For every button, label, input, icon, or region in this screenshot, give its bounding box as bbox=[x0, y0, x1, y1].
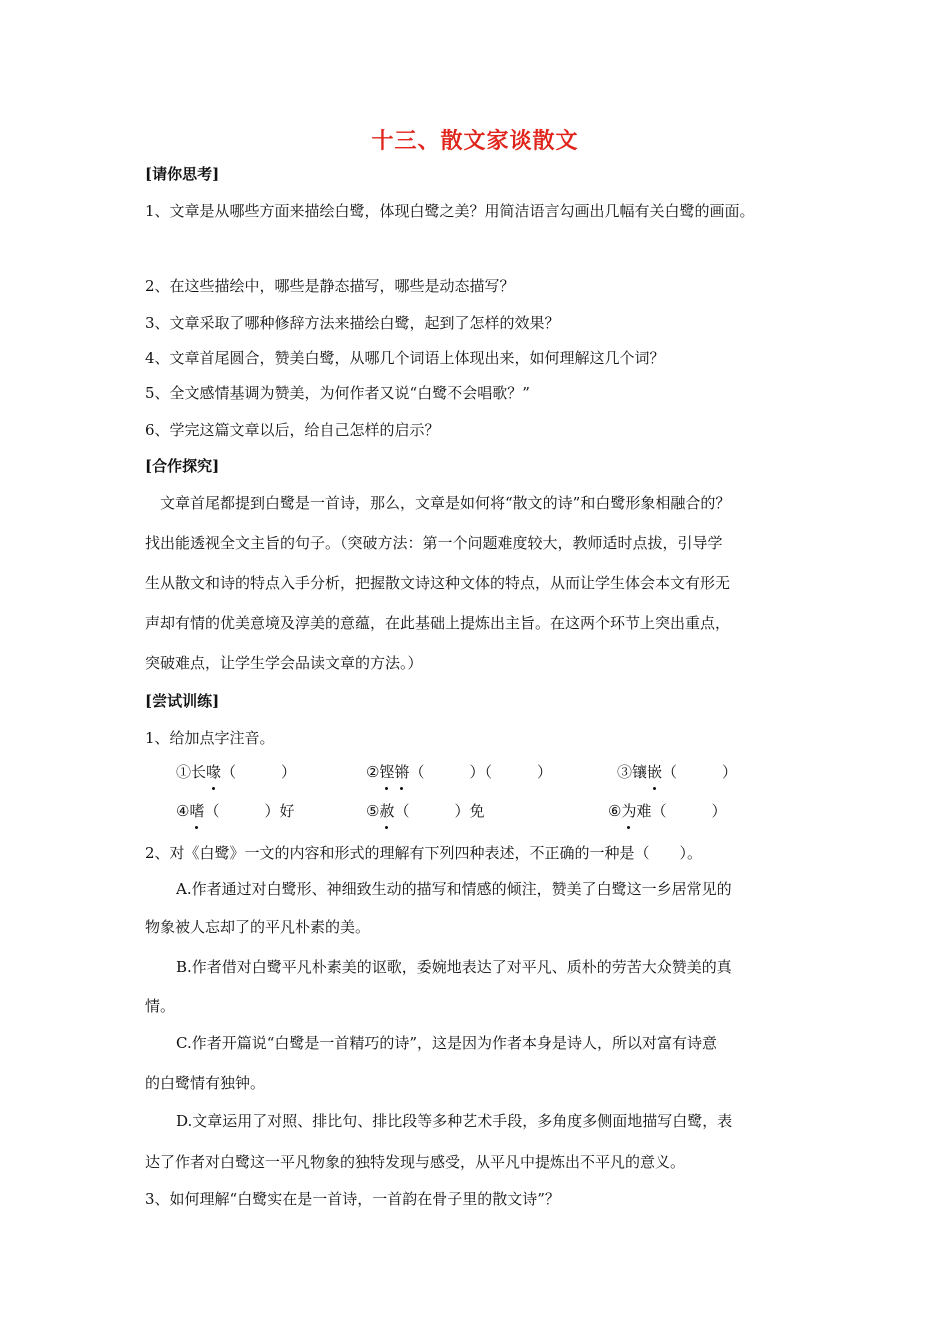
answer-blank: （ ） bbox=[651, 802, 727, 820]
exercise-1-prompt: 1、给加点字注音。 bbox=[145, 729, 275, 747]
item-number: ④ bbox=[176, 802, 190, 820]
question-6: 6、学完这篇文章以后，给自己怎样的启示？ bbox=[145, 421, 440, 439]
dotted-char: 为 bbox=[621, 802, 637, 820]
paragraph-line: 找出能透视全文主旨的句子。（突破方法：第一个问题难度较大，教师适时点拔，引导学 bbox=[145, 534, 723, 552]
answer-blank: （ ）（ ） bbox=[409, 763, 552, 781]
pinyin-item-4 bbox=[176, 801, 294, 821]
dotted-char: 嵌 bbox=[647, 763, 663, 781]
question-1: 1、文章是从哪些方面来描绘白鹭，体现白鹭之美？用简洁语言勾画出几幅有关白鹭的画面。 bbox=[145, 202, 755, 220]
pinyin-item-6 bbox=[608, 801, 727, 821]
option-c-line1: C.作者开篇说“白鹭是一首精巧的诗”，这是因为作者本身是诗人，所以对富有诗意 bbox=[176, 1034, 718, 1052]
word-char: 长 bbox=[191, 763, 207, 781]
item-number: ⑤ bbox=[366, 802, 380, 820]
dotted-char: 锵 bbox=[394, 763, 410, 781]
pinyin-item-1 bbox=[176, 762, 296, 782]
item-number: ⑥ bbox=[608, 802, 622, 820]
answer-blank: （ ）好 bbox=[204, 802, 295, 820]
exercise-3-prompt: 3、如何理解“白鹭实在是一首诗，一首韵在骨子里的散文诗”？ bbox=[145, 1190, 560, 1208]
exercise-2-prompt: 2、对《白鹭》一文的内容和形式的理解有下列四种表述，不正确的一种是（ ）。 bbox=[145, 844, 703, 862]
pinyin-item-2 bbox=[366, 762, 552, 782]
question-2: 2、在这些描绘中，哪些是静态描写，哪些是动态描写？ bbox=[145, 277, 515, 295]
answer-blank: （ ） bbox=[221, 763, 297, 781]
section-heading-explore: [合作探究] bbox=[145, 457, 220, 475]
answer-blank: （ ） bbox=[662, 763, 738, 781]
page-title: 十三、散文家谈散文 bbox=[371, 128, 579, 154]
pinyin-item-5 bbox=[366, 801, 484, 821]
word-char: 镶 bbox=[632, 763, 648, 781]
item-number: ① bbox=[176, 763, 192, 781]
option-d-line2: 达了作者对白鹭这一平凡物象的独特发现与感受，从平凡中提炼出不平凡的意义。 bbox=[145, 1153, 686, 1171]
question-3: 3、文章采取了哪种修辞方法来描绘白鹭，起到了怎样的效果？ bbox=[145, 314, 560, 332]
question-4: 4、文章首尾圆合，赞美白鹭，从哪几个词语上体现出来，如何理解这几个词？ bbox=[145, 349, 665, 367]
section-heading-practice: [尝试训练] bbox=[145, 692, 220, 710]
pinyin-item-3 bbox=[617, 762, 737, 782]
paragraph-line: 生从散文和诗的特点入手分析，把握散文诗这种文体的特点，从而让学生体会本文有形无 bbox=[145, 574, 731, 592]
paragraph-line: 突破难点，让学生学会品读文章的方法。） bbox=[145, 654, 423, 672]
answer-blank: （ ）免 bbox=[394, 802, 485, 820]
word-char: 难 bbox=[636, 802, 652, 820]
paragraph-line: 声却有情的优美意境及淳美的意蕴，在此基础上提炼出主旨。在这两个环节上突出重点， bbox=[145, 614, 731, 632]
dotted-char: 铿 bbox=[379, 763, 395, 781]
option-a-line2: 物象被人忘却了的平凡朴素的美。 bbox=[145, 918, 371, 936]
option-a-line1: A.作者通过对白鹭形、神细致生动的描写和情感的倾注，赞美了白鹭这一乡居常见的 bbox=[176, 880, 732, 898]
option-b-line1: B.作者借对白鹭平凡朴素美的讴歌，委婉地表达了对平凡、质朴的劳苦大众赞美的真 bbox=[176, 958, 732, 976]
item-number: ② bbox=[366, 763, 380, 781]
option-b-line2: 情。 bbox=[145, 997, 176, 1015]
dotted-char: 嗜 bbox=[189, 802, 205, 820]
dotted-char: 赦 bbox=[379, 802, 395, 820]
paragraph-line: 文章首尾都提到白鹭是一首诗，那么，文章是如何将“散文的诗”和白鹭形象相融合的？ bbox=[160, 494, 731, 512]
option-c-line2: 的白鹭情有独钟。 bbox=[145, 1074, 266, 1092]
question-5: 5、全文感情基调为赞美，为何作者又说“白鹭不会唱歌？” bbox=[145, 384, 530, 402]
section-heading-think: [请你思考] bbox=[145, 165, 220, 183]
item-number: ③ bbox=[617, 763, 633, 781]
dotted-char: 喙 bbox=[206, 763, 222, 781]
option-d-line1: D.文章运用了对照、排比句、排比段等多种艺术手段，多角度多侧面地描写白鹭，表 bbox=[176, 1112, 733, 1130]
